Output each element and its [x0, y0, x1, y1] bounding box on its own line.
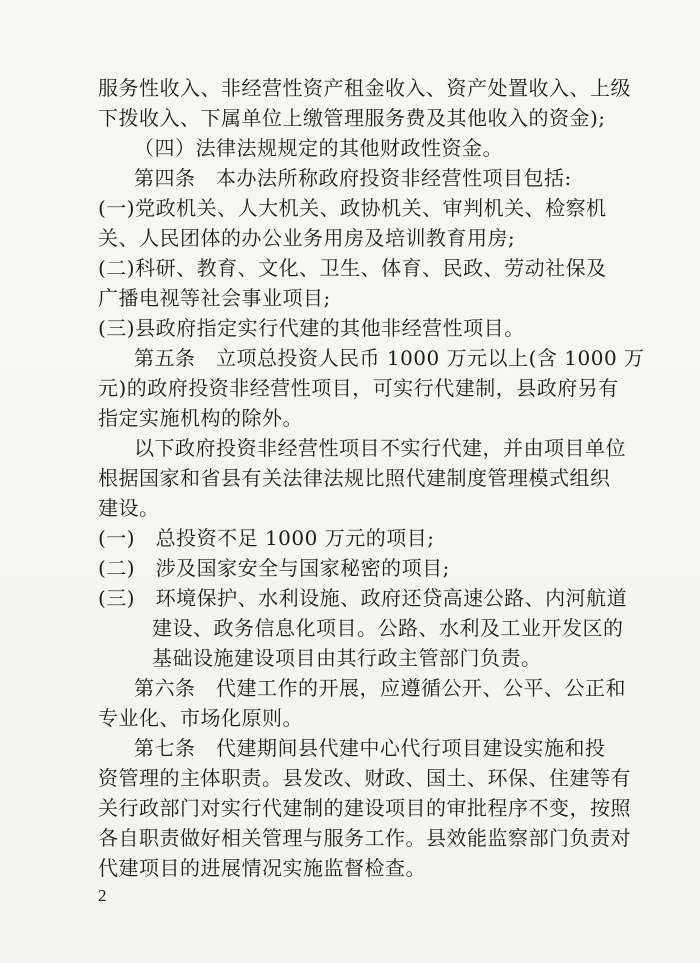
- text-line-3: （四）法律法规规定的其他财政性资金。: [134, 136, 503, 160]
- text-line-5: (一)党政机关、人大机关、政协机关、审判机关、检察机: [98, 196, 607, 220]
- article-6-heading: 第六条 代建工作的开展，应遵循公开、公平、公正和: [134, 676, 626, 700]
- text-line-7: (二)科研、教育、文化、卫生、体育、民政、劳动社保及: [98, 256, 607, 280]
- text-line-2: 下拨收入、下属单位上缴管理服务费及其他收入的资金);: [98, 106, 606, 130]
- text-line-12: 指定实施机构的除外。: [98, 406, 303, 430]
- text-line-19: 建设、政务信息化项目。公路、水利及工业开发区的: [152, 616, 624, 640]
- text-line-24: 资管理的主体职责。县发改、财政、国土、环保、住建等有: [98, 766, 631, 790]
- text-line-15: 建设。: [98, 496, 160, 520]
- article-7-heading: 第七条 代建期间县代建中心代行项目建设实施和投: [134, 736, 606, 760]
- text-line-13: 以下政府投资非经营性项目不实行代建，并由项目单位: [134, 436, 626, 460]
- page-number: 2: [98, 886, 107, 905]
- article-4-heading: 第四条 本办法所称政府投资非经营性项目包括:: [134, 166, 572, 190]
- text-line-27: 代建项目的进展情况实施监督检查。: [98, 856, 426, 880]
- text-line-11: 元)的政府投资非经营性项目，可实行代建制，县政府另有: [98, 376, 619, 400]
- text-line-25: 关行政部门对实行代建制的建设项目的审批程序不变，按照: [98, 796, 631, 820]
- text-line-1: 服务性收入、非经营性资产租金收入、资产处置收入、上级: [98, 76, 631, 100]
- text-line-20: 基础设施建设项目由其行政主管部门负责。: [152, 646, 542, 670]
- text-line-8: 广播电视等社会事业项目;: [98, 286, 331, 310]
- text-line-14: 根据国家和省县有关法律法规比照代建制度管理模式组织: [98, 466, 611, 490]
- text-line-9: (三)县政府指定实行代建的其他非经营性项目。: [98, 316, 525, 340]
- text-line-18: (三) 环境保护、水利设施、政府还贷高速公路、内河航道: [98, 586, 628, 610]
- text-line-6: 关、人民团体的办公业务用房及培训教育用房;: [98, 226, 516, 250]
- text-line-17: (二) 涉及国家安全与国家秘密的项目;: [98, 556, 450, 580]
- text-line-16: (一) 总投资不足 1000 万元的项目;: [98, 526, 435, 550]
- text-line-22: 专业化、市场化原则。: [98, 706, 303, 730]
- article-5-heading: 第五条 立项总投资人民币 1000 万元以上(含 1000 万: [134, 346, 645, 370]
- text-line-26: 各自职责做好相关管理与服务工作。县效能监察部门负责对: [98, 826, 631, 850]
